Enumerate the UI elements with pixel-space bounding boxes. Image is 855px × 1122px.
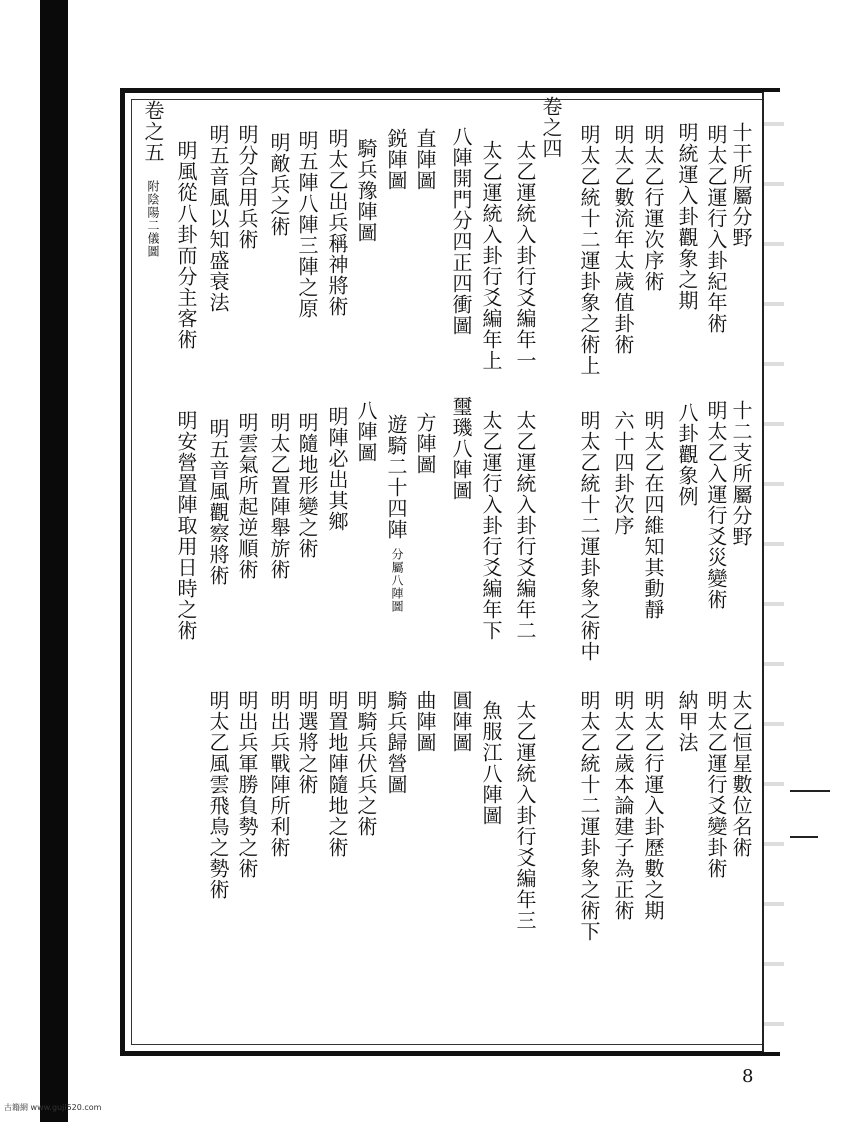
toc-entry: 太乙運統入卦行爻編年二 [513,410,537,641]
toc-entry: 明太乙運行入卦紀年術 [704,124,728,334]
toc-entry: 太乙恒星數位名術 [729,690,753,858]
toc-entry: 直陣圖 [413,128,437,191]
edge-mark [790,790,830,792]
toc-entry: 八陣圖 [354,400,378,463]
toc-entry: 明太乙行運入卦歷數之期 [641,690,665,921]
toc-entry: 明太乙在四維知其動靜 [641,410,665,620]
toc-entry: 明太乙統十二運卦象之術上 [577,124,601,376]
volume-heading: 卷之五 [141,100,165,163]
toc-note: 附陰陽二儀圖 [146,180,160,258]
toc-entry: 騎兵歸營圖 [384,690,408,795]
toc-entry: 明安營置陣取用日時之術 [174,410,198,641]
toc-entry: 方陣圖 [413,412,437,475]
toc-entry: 明太乙出兵稱神將術 [325,128,349,317]
page-number: 8 [742,1066,754,1087]
toc-entry: 明陣必出其鄉 [325,406,349,532]
watermark: 古籍網 www.guji520.com [4,1103,102,1112]
toc-entry: 明太乙統十二運卦象之術中 [577,410,601,662]
toc-entry: 明太乙入運行爻災變術 [704,400,728,610]
toc-entry: 明太乙風雲飛鳥之勢術 [206,690,230,900]
toc-entry: 騎兵豫陣圖 [354,138,378,243]
toc-entry: 明出兵軍勝負勢之術 [235,690,259,879]
toc-entry: 太乙運統入卦行爻編年上 [479,140,503,371]
toc-entry: 太乙運行入卦行爻編年下 [479,410,503,641]
toc-entry: 太乙運統入卦行爻編年一 [513,140,537,371]
toc-entry: 明太乙數流年太歲值卦術 [611,124,635,355]
fore-edge-strip [762,92,784,1052]
toc-entry: 明五陣八陣三陣之原 [295,130,319,319]
toc-entry: 明太乙歲本論建子為正術 [611,690,635,921]
toc-entry: 明五音風以知盛衰法 [206,124,230,313]
toc-entry: 明太乙運行爻變卦術 [704,690,728,879]
toc-entry: 明置地陣隨地之術 [325,690,349,858]
toc-entry: 曲陣圖 [413,690,437,753]
toc-entry: 明分合用兵術 [235,124,259,250]
toc-entry: 魚服江八陣圖 [479,700,503,826]
toc-entry: 納甲法 [675,690,699,753]
toc-entry: 明騎兵伏兵之術 [354,690,378,837]
toc-entry: 明太乙行運次序術 [641,124,665,292]
toc-entry: 明太乙統十二運卦象之術下 [577,690,601,942]
toc-entry: 鋭陣圖 [384,128,408,191]
toc-note: 分屬八陣圖 [390,548,404,613]
toc-entry: 明五音風觀察將術 [206,418,230,586]
toc-entry: 六十四卦次序 [611,410,635,536]
toc-entry: 明選將之術 [295,690,319,795]
volume-heading: 卷之四 [539,96,563,159]
toc-entry: 八卦觀象例 [675,402,699,507]
toc-entry: 明隨地形變之術 [295,412,319,559]
toc-entry: 明雲氣所起逆順術 [235,412,259,580]
toc-entry: 明統運入卦觀象之期 [675,122,699,311]
toc-entry: 明敵兵之術 [267,132,291,237]
toc-entry: 明風從八卦而分主客術 [174,140,198,350]
toc-entry: 明出兵戰陣所利術 [267,690,291,858]
toc-entry: 遊騎二十四陣 [384,414,408,540]
toc-entry: 圓陣圖 [449,690,473,753]
toc-entry: 璽璣八陣圖 [449,396,473,501]
toc-entry: 八陣開門分四正四衝圖 [449,126,473,336]
toc-entry: 太乙運統入卦行爻編年三 [513,700,537,931]
binding-bar [40,0,68,1122]
toc-entry: 十干所屬分野 [729,122,753,248]
edge-mark [790,836,818,838]
toc-entry: 十二支所屬分野 [729,400,753,547]
toc-entry: 明太乙置陣舉旂術 [267,412,291,580]
